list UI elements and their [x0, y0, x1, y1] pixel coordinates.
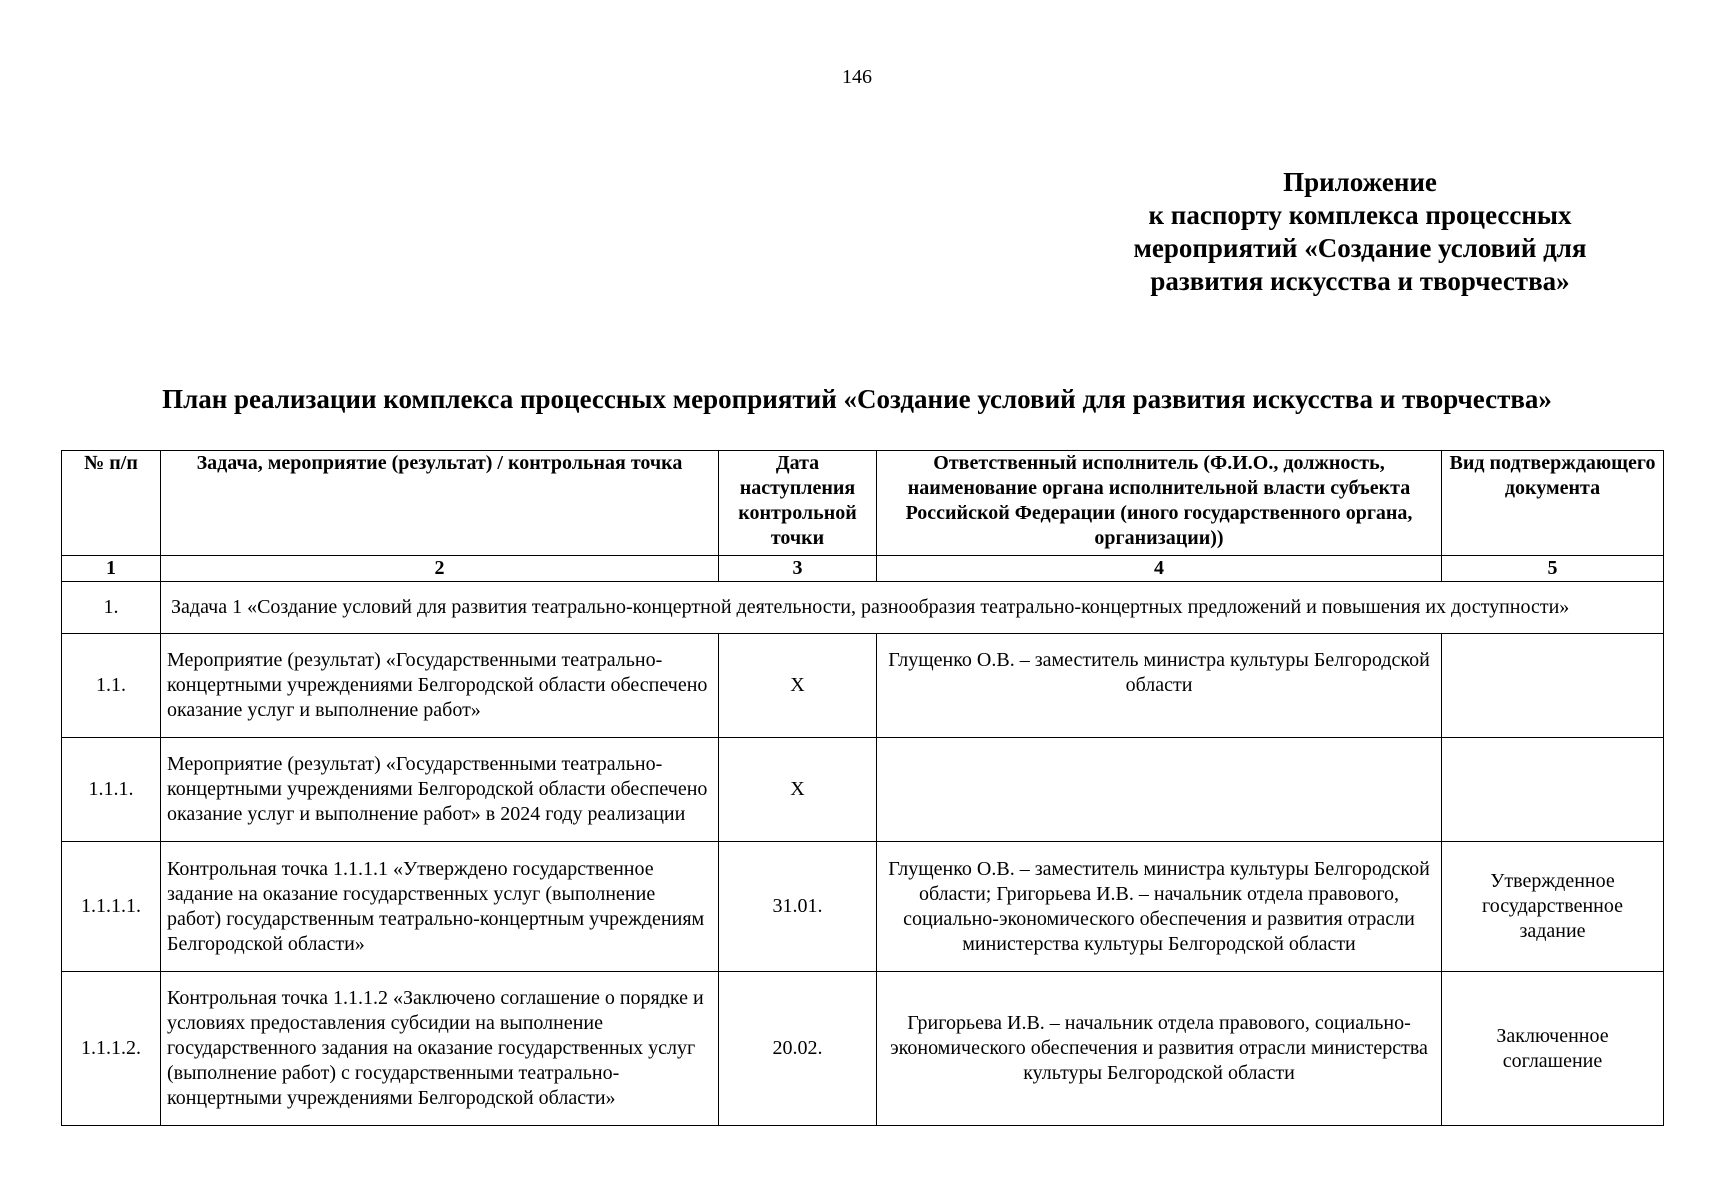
task-row: [62, 582, 1664, 634]
row-task: Мероприятие (результат) «Государственными театрально-концертными учреждениями Белгородской области обеспечено оказание услуг и выполнение работ» в 2024 году реализации: [161, 738, 719, 842]
appendix-line: к паспорту комплекса процессных: [1148, 200, 1572, 230]
column-number: 3: [719, 556, 877, 582]
plan-title: План реализации комплекса процессных мероприятий «Создание условий для развития искусства и творчества»: [162, 384, 1552, 414]
row-date: Х: [719, 738, 877, 842]
header-date: Дата наступления контрольной точки: [719, 451, 877, 556]
task-text: Задача 1 «Создание условий для развития театрально-концертной деятельности, разнообразия театрально-концертных предложений и повышения их доступности»: [161, 582, 1664, 634]
header-responsible: Ответственный исполнитель (Ф.И.О., должность, наименование органа исполнительной власти субъекта Российской Федерации (иного государственного органа, организации)): [877, 451, 1442, 556]
appendix-line: мероприятий «Создание условий для: [1133, 233, 1587, 263]
row-task: Контрольная точка 1.1.1.1 «Утверждено государственное задание на оказание государственных услуг (выполнение работ) государственным театрально-концертным учреждениям Белгородской области»: [161, 842, 719, 972]
header-doc: Вид подтверждающего документа: [1442, 451, 1664, 556]
row-doc: [1442, 634, 1664, 738]
row-num: 1.1.1.: [62, 738, 161, 842]
plan-table: [61, 450, 1664, 1126]
appendix-line: Приложение: [1283, 167, 1437, 197]
header-task: Задача, мероприятие (результат) / контрольная точка: [161, 451, 719, 556]
appendix-line: развития искусства и творчества»: [1150, 266, 1570, 296]
row-date: 20.02.: [719, 972, 877, 1126]
header-row: [62, 451, 1664, 556]
row-num: 1.: [62, 582, 161, 634]
row-date: 31.01.: [719, 842, 877, 972]
row-num: 1.1.1.1.: [62, 842, 161, 972]
row-num: 1.1.1.2.: [62, 972, 161, 1126]
column-number: 4: [877, 556, 1442, 582]
row-responsible: Григорьева И.В. – начальник отдела правового, социально-экономического обеспечения и развития отрасли министерства культуры Белгородской области: [877, 972, 1442, 1126]
table-row: [62, 972, 1664, 1126]
row-doc: [1442, 738, 1664, 842]
row-doc: Утвержденное государственное задание: [1442, 842, 1664, 972]
table-row: [62, 738, 1664, 842]
table-row: [62, 634, 1664, 738]
column-number: 5: [1442, 556, 1664, 582]
column-number: 2: [161, 556, 719, 582]
column-number: 1: [62, 556, 161, 582]
row-task: Контрольная точка 1.1.1.2 «Заключено соглашение о порядке и условиях предоставления субсидии на выполнение государственного задания на оказание государственных услуг (выполнение работ) с государственными театрально-концертными учреждениями Белгородской области»: [161, 972, 719, 1126]
row-date: Х: [719, 634, 877, 738]
table-row: [62, 842, 1664, 972]
row-task: Мероприятие (результат) «Государственными театрально-концертными учреждениями Белгородской области обеспечено оказание услуг и выполнение работ»: [161, 634, 719, 738]
row-responsible: Глущенко О.В. – заместитель министра культуры Белгородской области: [877, 634, 1442, 738]
row-responsible: [877, 738, 1442, 842]
page-number: 146: [842, 66, 872, 88]
row-num: 1.1.: [62, 634, 161, 738]
row-responsible: Глущенко О.В. – заместитель министра культуры Белгородской области; Григорьева И.В. – начальник отдела правового, социально-экономического обеспечения и развития отрасли министерства культуры Белгородской области: [877, 842, 1442, 972]
header-num: № п/п: [62, 451, 161, 556]
appendix-header: [1090, 166, 1630, 298]
column-number-row: [62, 556, 1664, 582]
row-doc: Заключенное соглашение: [1442, 972, 1664, 1126]
